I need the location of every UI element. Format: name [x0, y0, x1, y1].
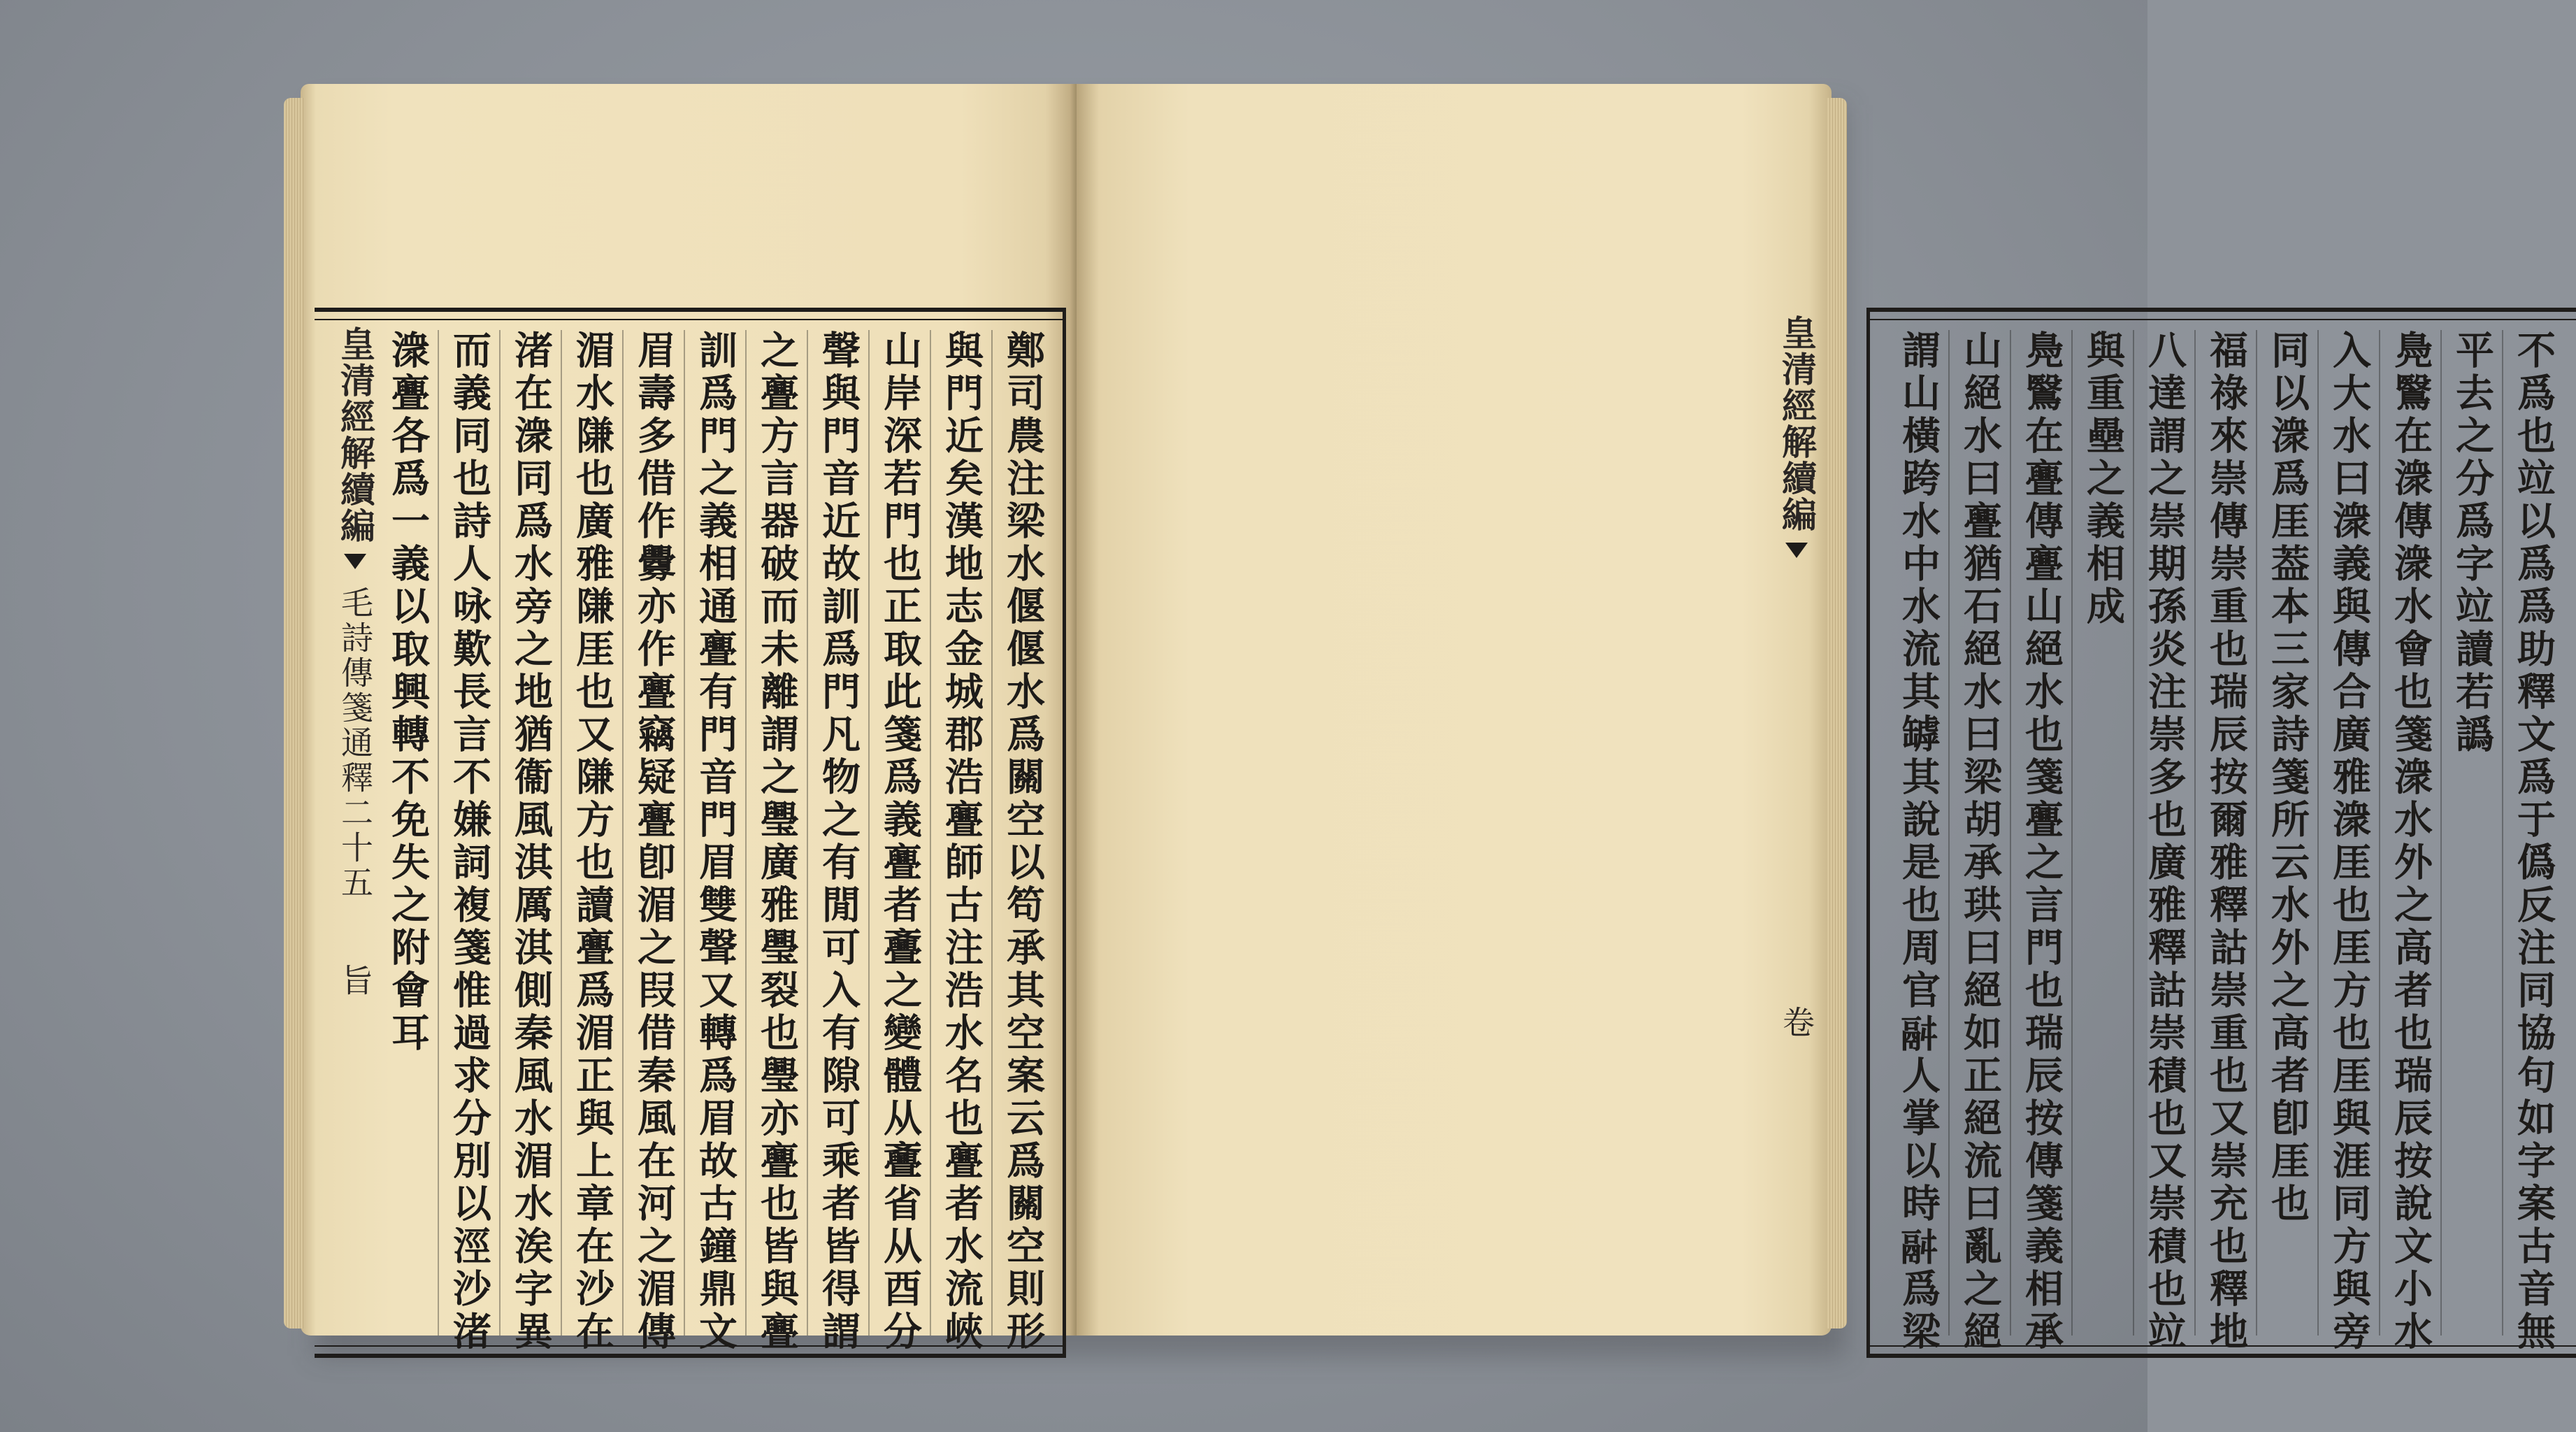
left-edge-subtitle: 毛詩傳箋通釋二十五: [336, 586, 374, 901]
right-page-edge: [1769, 315, 1825, 1329]
right-edge-mark: 卷: [1778, 1005, 1815, 1038]
text-column: 不爲也竝以爲爲助釋文爲于僞反注同協句如字案古音無: [2511, 330, 2556, 1354]
text-column: 山岸深若門也正取此箋爲義亹者斖之變體从斖省从酉分: [877, 330, 923, 1354]
text-column: 與門近矣漢地志金城郡浩亹師古注浩水名也亹者水流峽: [939, 330, 984, 1354]
right-edge-title: 皇清經解續編: [1776, 315, 1818, 533]
text-column: 鳧鷖在潨傳潨水會也箋潨水外之高者也瑞辰按說文小水: [2388, 330, 2433, 1354]
text-column: 平去之分爲字竝讀若譌: [2449, 330, 2495, 757]
text-column: 而義同也詩人咏歎長言不嫌詞複箋惟過求分別以涇沙渚: [447, 330, 492, 1354]
text-column: 眉壽多借作釁亦作亹竊疑亹卽湄之叚借秦風在河之湄傳: [631, 330, 677, 1354]
right-page: [1077, 84, 2556, 1354]
left-text-columns: [377, 330, 1053, 1354]
right-page-stack: [1827, 98, 1847, 1329]
fish-tail-mark: [344, 554, 366, 569]
left-edge-title: 皇清經解續編: [335, 326, 376, 544]
right-text-columns: [1888, 330, 2563, 1354]
left-edge-mark: 旨: [336, 964, 374, 996]
right-text-frame: [1866, 308, 2576, 1358]
text-column: 山絕水曰亹猶石絕水曰梁胡承珙曰絕如正絕流曰亂之絕: [1957, 330, 2003, 1354]
text-column: 訓爲門之義相通亹有門音門眉雙聲又轉爲眉故古鐘鼎文: [693, 330, 738, 1354]
text-column: 湄水隒也廣雅隒厓也又隒方也讀亹爲湄正與上章在沙在: [570, 330, 615, 1354]
text-column: 福祿來崇傳崇重也瑞辰按爾雅釋詁崇重也又崇充也釋地: [2203, 330, 2249, 1354]
left-page-edge: [327, 326, 383, 1340]
text-column: 鄭司農注梁水偃偃水爲關空以笱承其空案云爲關空則形: [1000, 330, 1046, 1354]
text-column: 聲與門音近故訓爲門凡物之有閒可入有隙可乘者皆得謂: [816, 330, 861, 1354]
text-column: 渚在潨同爲水旁之地猶衞風淇厲淇側秦風水湄水涘字異: [508, 330, 554, 1354]
fish-tail-mark: [1785, 543, 1808, 558]
text-column: 之亹方言器破而未離謂之璺廣雅璺裂也璺亦亹也皆與亹: [754, 330, 800, 1354]
left-text-frame: [315, 308, 1066, 1358]
text-column: 鳧鷖在亹傳亹山絕水也箋亹之言門也瑞辰按傳箋義相承: [2019, 330, 2064, 1354]
left-page: [301, 84, 1077, 1354]
text-column: 與重壘之義相成: [2080, 330, 2126, 629]
text-column: 八達謂之崇期孫炎注崇多也廣雅釋詁崇積也又崇積也竝: [2142, 330, 2187, 1354]
text-column: 謂山橫跨水中水流其罅其說是也周官𩰫人掌以時𩰫爲梁: [1896, 330, 1941, 1354]
text-column: 潨亹各爲一義以取興轉不免失之附會耳: [385, 330, 431, 1055]
text-column: 同以潨爲厓葢本三家詩箋所云水外之高者卽厓也: [2265, 330, 2310, 1226]
open-book: [301, 84, 2556, 1354]
left-page-stack: [284, 98, 303, 1329]
text-column: 入大水曰潨義與傳合廣雅潨厓也厓方也厓與涯同方與旁: [2326, 330, 2372, 1354]
